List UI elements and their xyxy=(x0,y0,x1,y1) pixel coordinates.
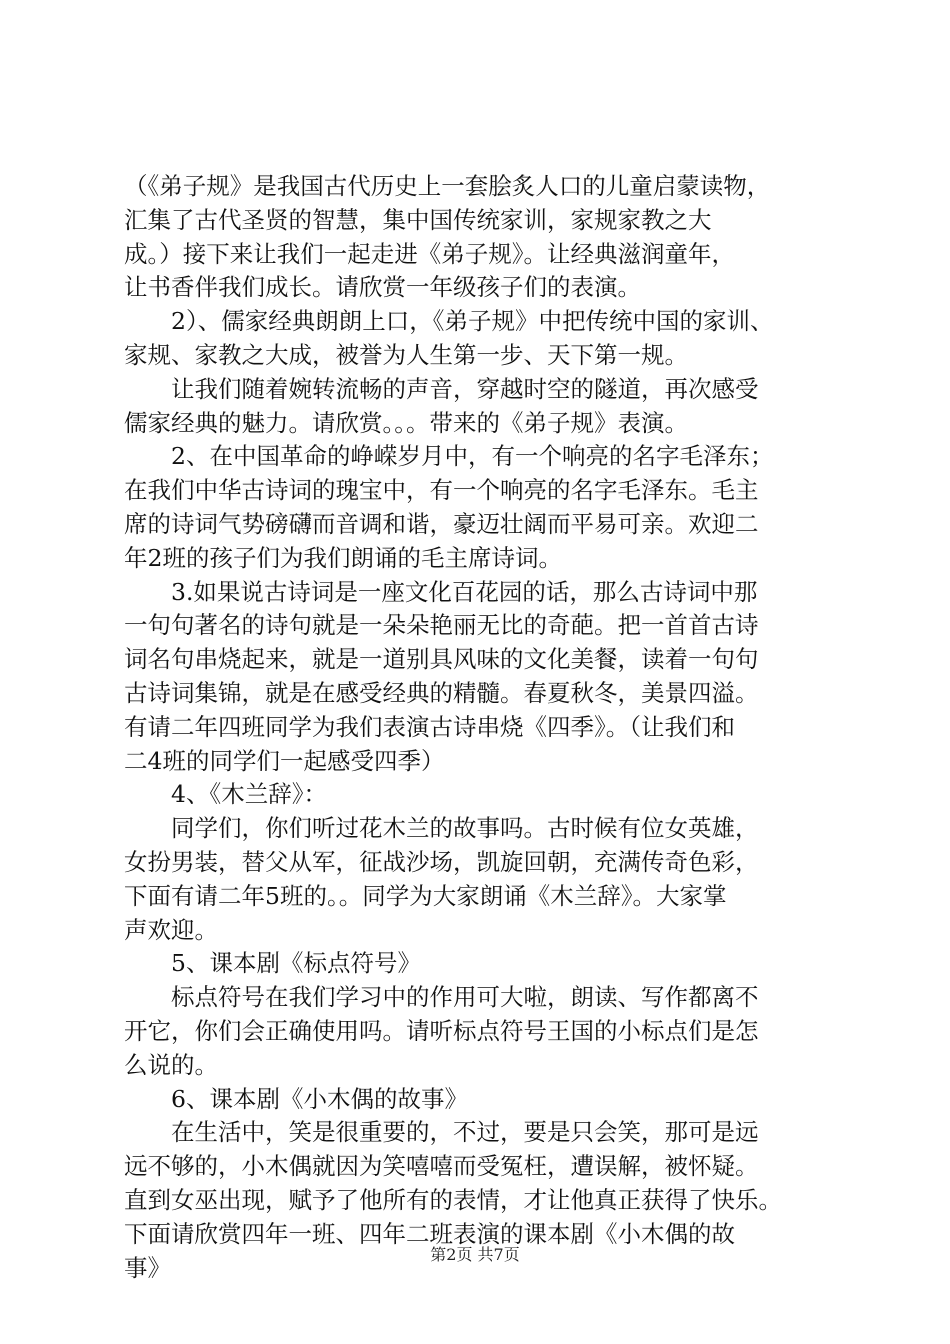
text-line: 4、《木兰辞》： xyxy=(124,780,327,809)
text-line: 二4班的同学们一起感受四季） xyxy=(124,746,445,775)
text-line: 2）、儒家经典朗朗上口，《弟子规》中把传统中国的家训、 xyxy=(124,307,774,336)
text-line: 古诗词集锦，就是在感受经典的精髓。春夏秋冬，美景四溢。 xyxy=(124,678,759,707)
text-line: 儒家经典的魅力。请欣赏。。。带来的《弟子规》表演。 xyxy=(124,408,688,437)
page-footer xyxy=(0,1244,950,1266)
text-line: 2、在中国革命的峥嵘岁月中，有一个响亮的名字毛泽东； xyxy=(124,442,774,471)
text-line: 女扮男装，替父从军，征战沙场，凯旋回朝，充满传奇色彩， xyxy=(124,847,759,876)
text-line: 年2班的孩子们为我们朗诵的毛主席诗词。 xyxy=(124,543,562,572)
text-line: 下面请欣赏四年一班、四年二班表演的课本剧《小木偶的故 xyxy=(124,1219,735,1248)
text-line: 让书香伴我们成长。请欣赏一年级孩子们的表演。 xyxy=(124,273,641,302)
text-line: 声欢迎。 xyxy=(124,915,218,944)
text-line: 在我们中华古诗词的瑰宝中，有一个响亮的名字毛泽东。毛主 xyxy=(124,476,759,505)
text-line: 有请二年四班同学为我们表演古诗串烧《四季》。（让我们和 xyxy=(124,712,735,741)
text-line: 远不够的，小木偶就因为笑嘻嘻而受冤枉，遭误解，被怀疑。 xyxy=(124,1152,759,1181)
body-text xyxy=(124,170,844,1285)
text-line: 一句句著名的诗句就是一朵朵艳丽无比的奇葩。把一首首古诗 xyxy=(124,611,759,640)
text-line: 直到女巫出现，赋予了他所有的表情，才让他真正获得了快乐。 xyxy=(124,1185,782,1214)
text-line: 5、课本剧《标点符号》 xyxy=(124,949,421,978)
text-line: 下面有请二年5班的。。同学为大家朗诵《木兰辞》。大家掌 xyxy=(124,881,727,910)
text-line: 标点符号在我们学习中的作用可大啦，朗读、写作都离不 xyxy=(124,983,759,1012)
text-line: 家规、家教之大成，被誉为人生第一步、天下第一规。 xyxy=(124,340,688,369)
text-line: 么说的。 xyxy=(124,1050,218,1079)
text-line: 6、课本剧《小木偶的故事》 xyxy=(124,1084,468,1113)
text-line: 词名句串烧起来，就是一道别具风味的文化美餐，读着一句句 xyxy=(124,645,759,674)
text-line: 在生活中，笑是很重要的，不过，要是只会笑，那可是远 xyxy=(124,1118,759,1147)
text-line: 汇集了古代圣贤的智慧，集中国传统家训，家规家教之大 xyxy=(124,205,712,234)
text-line: 让我们随着婉转流畅的声音，穿越时空的隧道，再次感受 xyxy=(124,374,759,403)
page-number-label: 第2页 共7页 xyxy=(430,1245,520,1264)
text-line: 事》 xyxy=(124,1253,171,1282)
text-line: 席的诗词气势磅礴而音调和谐，豪迈壮阔而平易可亲。欢迎二 xyxy=(124,509,759,538)
text-line: 成。）接下来让我们一起走进《弟子规》。让经典滋润童年， xyxy=(124,239,735,268)
text-line: 同学们，你们听过花木兰的故事吗。古时候有位女英雄， xyxy=(124,814,759,843)
text-line: 3.如果说古诗词是一座文化百花园的话，那么古诗词中那 xyxy=(124,577,758,606)
text-line: 开它，你们会正确使用吗。请听标点符号王国的小标点们是怎 xyxy=(124,1016,759,1045)
text-line: （《弟子规》是我国古代历史上一套脍炙人口的儿童启蒙读物， xyxy=(124,172,771,200)
